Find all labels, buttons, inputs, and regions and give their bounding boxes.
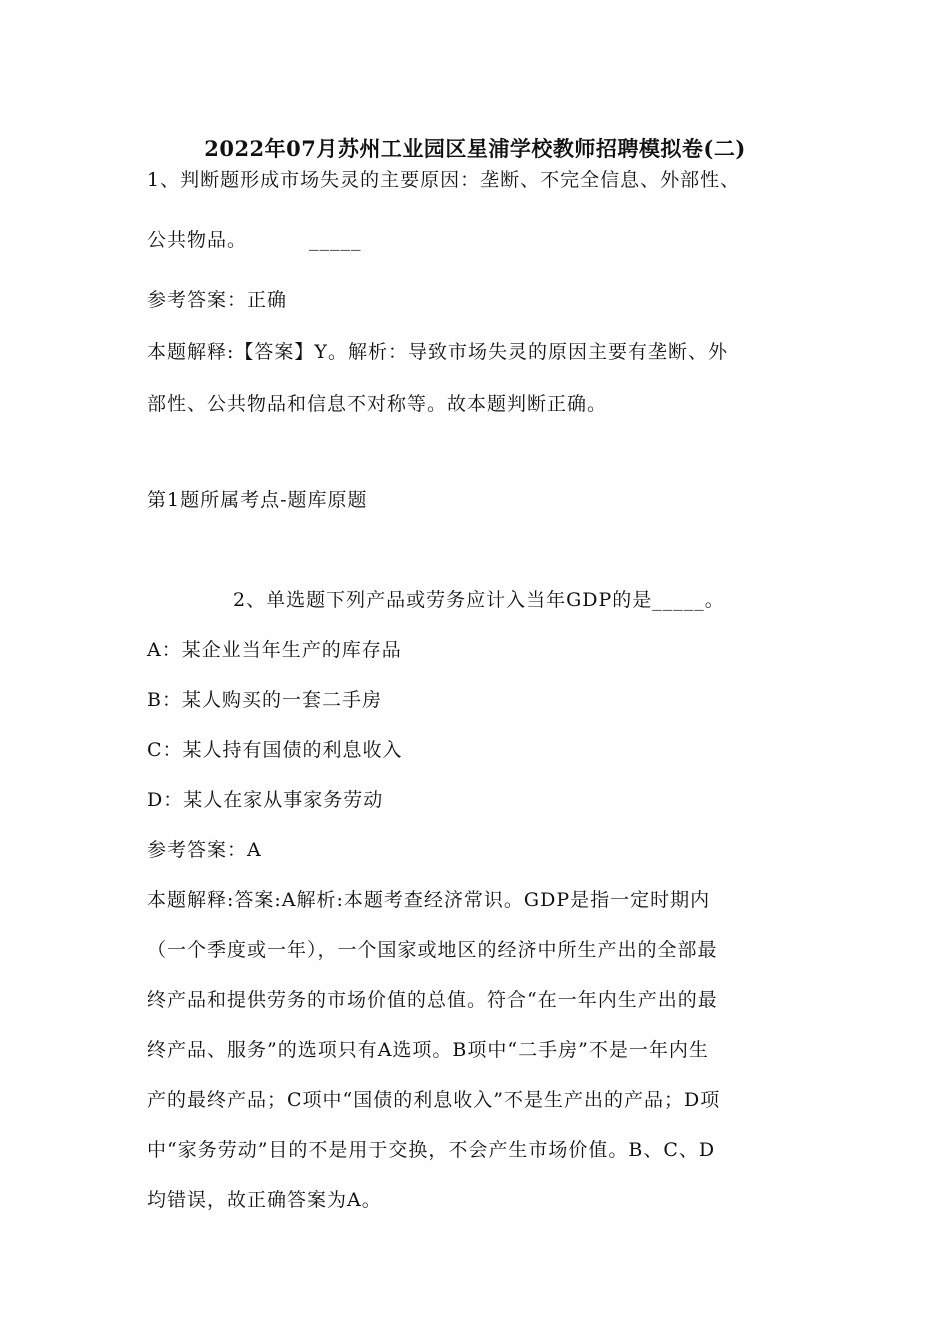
q1-explanation-line-1: 本题解释:【答案】Y。解析：导致市场失灵的原因主要有垄断、外 (147, 341, 728, 363)
q2-option-d: D：某人在家从事家务劳动 (147, 789, 384, 811)
q1-answer: 参考答案：正确 (147, 289, 288, 311)
q2-explanation-line-7: 均错误，故正确答案为A。 (147, 1189, 382, 1211)
q2-explanation-line-5: 产的最终产品；C项中“国债的利息收入”不是生产出的产品；D项 (147, 1089, 721, 1111)
q1-knowledge-point: 第1题所属考点-题库原题 (147, 489, 368, 511)
q1-answer-blank: _____ (309, 229, 362, 251)
q2-option-a: A：某企业当年生产的库存品 (147, 639, 402, 661)
q2-option-b: B：某人购买的一套二手房 (147, 689, 382, 711)
q2-stem: 2、单选题下列产品或劳务应计入当年GDP的是_____。 (233, 589, 725, 611)
q1-stem-line-1: 1、判断题形成市场失灵的主要原因：垄断、不完全信息、外部性、 (147, 169, 741, 191)
q1-stem-line-2 (147, 226, 365, 254)
q2-answer: 参考答案：A (147, 839, 262, 861)
q2-explanation-line-6: 中“家务劳动”目的不是用于交换，不会产生市场价值。B、C、D (147, 1139, 716, 1161)
q2-explanation-line-1: 本题解释:答案:A解析:本题考查经济常识。GDP是指一定时期内 (147, 889, 711, 911)
q2-explanation-line-4: 终产品、服务”的选项只有A选项。B项中“二手房”不是一年内生 (147, 1039, 709, 1061)
q1-stem-text: 公共物品。 (147, 229, 248, 251)
q2-explanation-line-3: 终产品和提供劳务的市场价值的总值。符合“在一年内生产出的最 (147, 989, 718, 1011)
page-title: 2022年07月苏州工业园区星浦学校教师招聘模拟卷(二) (204, 136, 746, 161)
q1-explanation-line-2: 部性、公共物品和信息不对称等。故本题判断正确。 (147, 393, 608, 415)
q2-explanation-line-2: （一个季度或一年），一个国家或地区的经济中所生产出的全部最 (147, 939, 718, 961)
q2-option-c: C：某人持有国债的利息收入 (147, 739, 403, 761)
